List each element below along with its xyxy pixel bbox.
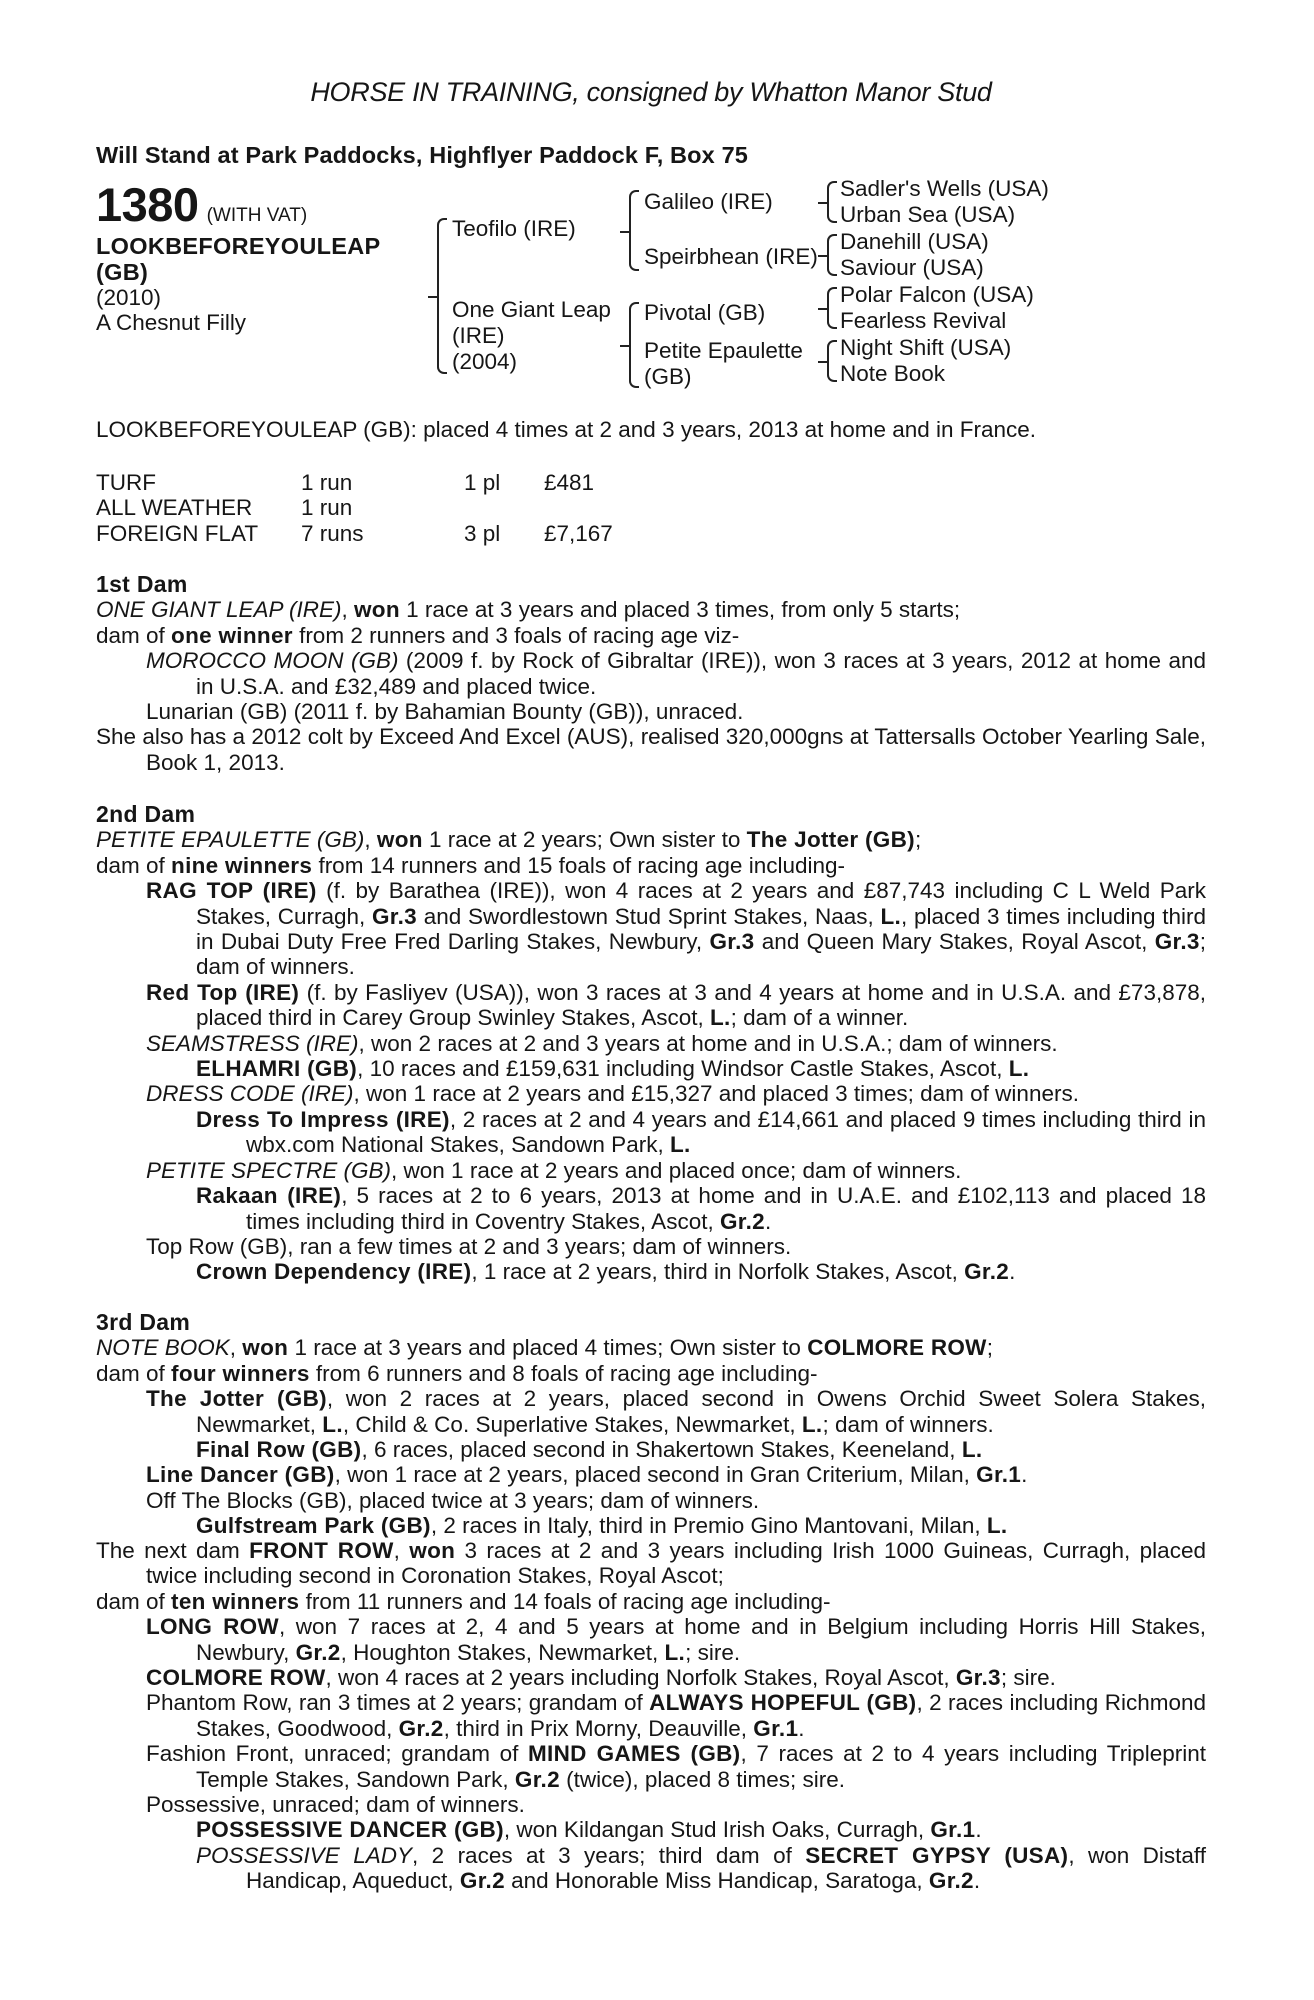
pedigree-bracket: [827, 287, 837, 329]
lot-info: [96, 180, 426, 335]
vat-note: (WITH VAT): [206, 205, 308, 226]
produce-entry: PETITE SPECTRE (GB), won 1 race at 2 years and placed once; dam of winners.: [146, 1157, 962, 1183]
pedigree-dam-dam: Petite Epaulette (GB): [644, 338, 803, 389]
section-heading: 1st Dam: [96, 571, 188, 597]
pedigree-g7: Night Shift (USA): [840, 335, 1012, 360]
produce-entry: Rakaan (IRE), 5 races at 2 to 6 years, 2013 at home and in U.A.E. and £102,113 and placed 18 times including third in Coventry Stakes, Ascot, Gr.2.: [196, 1183, 1206, 1234]
pedigree-bracket: [827, 340, 837, 382]
first-dam-section: [96, 572, 1206, 775]
produce-entry: LONG ROW, won 7 races at 2, 4 and 5 years at home and in Belgium including Horris Hill Stakes, Newbury, Gr.2, Houghton Stakes, Newmarket, L.; sire.: [146, 1614, 1206, 1665]
pedigree-bracket: [437, 218, 447, 374]
horse-name: LOOKBEFOREYOULEAP (GB): [96, 233, 381, 285]
produce-entry: Dress To Impress (IRE), 2 races at 2 and 4 years and £14,661 and placed 9 times including third in wbx.com National Stakes, Sandown Park, L.: [196, 1106, 1206, 1158]
pedigree-sire: Teofilo (IRE): [452, 216, 576, 241]
dam-entry: ONE GIANT LEAP (IRE), won 1 race at 3 years and placed 3 times, from only 5 starts;: [96, 597, 961, 623]
table-row: FOREIGN FLAT 7 runs 3 pl £7,167: [96, 520, 613, 546]
produce-entry: COLMORE ROW, won 4 races at 2 years including Norfolk Stakes, Royal Ascot, Gr.3; sire.: [146, 1665, 1056, 1691]
pedigree-g8: Note Book: [840, 361, 946, 386]
third-dam-section: [96, 1310, 1206, 1539]
dam-entry: The next dam FRONT ROW, won 3 races at 2 and 3 years including Irish 1000 Guineas, Curragh, placed twice including second in Coronation Stakes, Royal Ascot;: [96, 1538, 1206, 1589]
horse-description: A Chesnut Filly: [96, 310, 247, 335]
pedigree-dam-sire: Pivotal (GB): [644, 300, 766, 325]
next-dam-section: [96, 1538, 1206, 1894]
page-title: HORSE IN TRAINING, consigned by Whatton Manor Stud: [310, 77, 992, 107]
dam-produce-summary: dam of nine winners from 14 runners and 15 foals of racing age including-: [96, 852, 846, 878]
pedigree-dam: One Giant Leap (IRE) (2004): [452, 297, 611, 374]
pedigree-bracket: [629, 190, 639, 271]
catalogue-page: [96, 0, 1206, 2000]
pedigree-sire-sire: Galileo (IRE): [644, 189, 773, 214]
dam-produce-summary: dam of ten winners from 11 runners and 14 foals of racing age including-: [96, 1588, 831, 1614]
produce-entry: Phantom Row, ran 3 times at 2 years; grandam of ALWAYS HOPEFUL (GB), 2 races including Richmond Stakes, Goodwood, Gr.2, third in Prix Morny, Deauville, Gr.1.: [146, 1690, 1206, 1741]
table-row: TURF 1 run 1 pl £481: [96, 470, 595, 495]
produce-entry: Crown Dependency (IRE), 1 race at 2 years, third in Norfolk Stakes, Ascot, Gr.2.: [196, 1259, 1016, 1285]
pedigree-g3: Danehill (USA): [840, 229, 989, 254]
dam-produce-summary: dam of four winners from 6 runners and 8 foals of racing age including-: [96, 1360, 818, 1386]
pedigree-bracket: [629, 302, 639, 388]
produce-entry: DRESS CODE (IRE), won 1 race at 2 years and £15,327 and placed 3 times; dam of winners.: [146, 1081, 1079, 1107]
produce-entry: Lunarian (GB) (2011 f. by Bahamian Bounty (GB)), unraced.: [146, 699, 744, 725]
dam-entry: PETITE EPAULETTE (GB), won 1 race at 2 years; Own sister to The Jotter (GB);: [96, 827, 922, 853]
produce-entry: Red Top (IRE) (f. by Fasliyev (USA)), won 3 races at 3 and 4 years at home and in U.S.A. and £73,878, placed third in Carey Group Swinley Stakes, Ascot, L.; dam of a winner.: [146, 979, 1206, 1031]
pedigree-bracket: [827, 234, 837, 276]
race-summary: LOOKBEFOREYOULEAP (GB): placed 4 times at 2 and 3 years, 2013 at home and in France.: [96, 417, 1037, 442]
lot-number: 1380: [96, 178, 199, 231]
pedigree-g5: Polar Falcon (USA): [840, 282, 1034, 307]
produce-entry: Off The Blocks (GB), placed twice at 3 years; dam of winners.: [146, 1487, 760, 1513]
section-heading: 3rd Dam: [96, 1309, 191, 1335]
foaling-year: (2010): [96, 285, 162, 310]
produce-entry: RAG TOP (IRE) (f. by Barathea (IRE)), won 4 races at 2 years and £87,743 including C L Weld Park Stakes, Curragh, Gr.3 and Swordlestown Stud Sprint Stakes, Naas, L., placed 3 times including third in Dubai Duty Free Fred Darling Stakes, Newbury, Gr.3 and Queen Mary Stakes, Royal Ascot, Gr.3; dam of winners.: [146, 878, 1206, 980]
produce-entry: POSSESSIVE DANCER (GB), won Kildangan Stud Irish Oaks, Curragh, Gr.1.: [196, 1817, 982, 1843]
table-row: ALL WEATHER 1 run: [96, 495, 353, 521]
pedigree-bracket: [827, 181, 837, 223]
pedigree-g6: Fearless Revival: [840, 308, 1007, 333]
produce-entry: SEAMSTRESS (IRE), won 2 races at 2 and 3 years at home and in U.S.A.; dam of winners.: [146, 1030, 1058, 1056]
produce-entry: POSSESSIVE LADY, 2 races at 3 years; third dam of SECRET GYPSY (USA), won Distaff Handicap, Aqueduct, Gr.2 and Honorable Miss Handicap, Saratoga, Gr.2.: [196, 1842, 1206, 1894]
produce-entry: Top Row (GB), ran a few times at 2 and 3 years; dam of winners.: [146, 1233, 792, 1259]
pedigree-g1: Sadler's Wells (USA): [840, 176, 1049, 201]
dam-entry: NOTE BOOK, won 1 race at 3 years and placed 4 times; Own sister to COLMORE ROW;: [96, 1335, 993, 1361]
section-heading: 2nd Dam: [96, 801, 196, 827]
dam-produce-summary: dam of one winner from 2 runners and 3 foals of racing age viz-: [96, 622, 740, 648]
dam-note: She also has a 2012 colt by Exceed And Excel (AUS), realised 320,000gns at Tattersalls October Yearling Sale, Book 1, 2013.: [96, 724, 1206, 775]
pedigree-g4: Saviour (USA): [840, 255, 984, 280]
produce-entry: Possessive, unraced; dam of winners.: [146, 1792, 525, 1818]
produce-entry: Line Dancer (GB), won 1 race at 2 years, placed second in Gran Criterium, Milan, Gr.1.: [146, 1462, 1028, 1488]
produce-entry: Fashion Front, unraced; grandam of MIND GAMES (GB), 7 races at 2 to 4 years including Tripleprint Temple Stakes, Sandown Park, Gr.2 (twice), placed 8 times; sire.: [146, 1741, 1206, 1792]
second-dam-section: [96, 802, 1206, 1285]
race-record-table: [96, 470, 613, 546]
produce-entry: The Jotter (GB), won 2 races at 2 years, placed second in Owens Orchid Sweet Solera Stakes, Newmarket, L., Child & Co. Superlative Stakes, Newmarket, L.; dam of winners.: [146, 1386, 1206, 1437]
produce-entry: MOROCCO MOON (GB) (2009 f. by Rock of Gibraltar (IRE)), won 3 races at 3 years, 2012 at home and in U.S.A. and £32,489 and placed twice.: [146, 648, 1207, 699]
pedigree-sire-dam: Speirbhean (IRE): [644, 244, 818, 269]
produce-entry: Gulfstream Park (GB), 2 races in Italy, third in Premio Gino Mantovani, Milan, L.: [196, 1513, 1008, 1539]
produce-entry: Final Row (GB), 6 races, placed second in Shakertown Stakes, Keeneland, L.: [196, 1437, 983, 1463]
stand-location: Will Stand at Park Paddocks, Highflyer Paddock F, Box 75: [96, 142, 749, 168]
produce-entry: ELHAMRI (GB), 10 races and £159,631 including Windsor Castle Stakes, Ascot, L.: [196, 1056, 1030, 1082]
pedigree-g2: Urban Sea (USA): [840, 202, 1016, 227]
